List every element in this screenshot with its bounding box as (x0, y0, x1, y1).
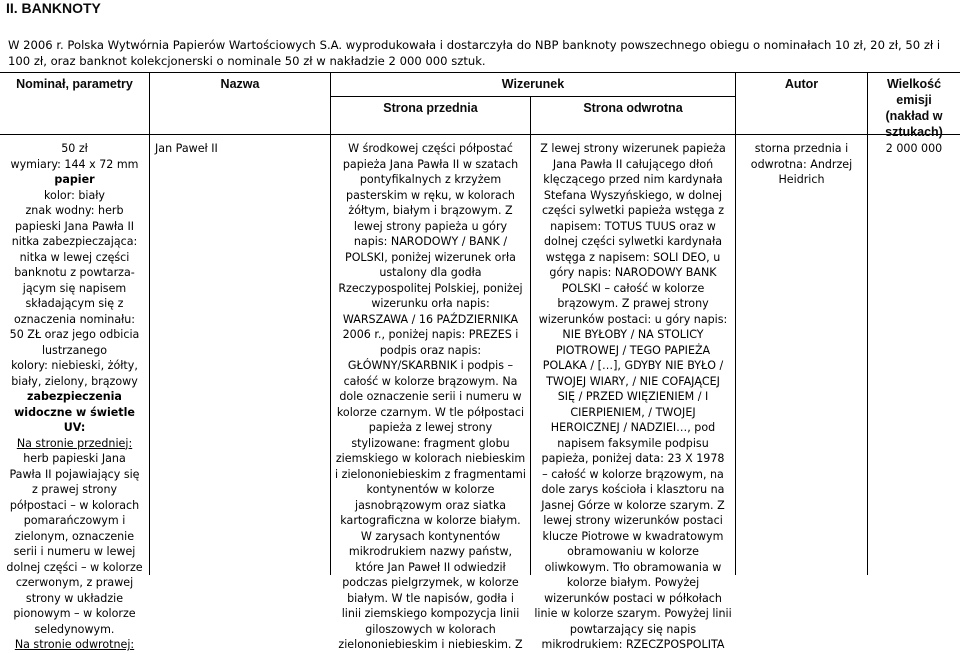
section-heading: II. BANKNOTY (6, 0, 101, 16)
header-autor: Autor (784, 77, 819, 91)
nominal-line: zielonym, oznaczenie (14, 529, 135, 543)
nominal-line: nitka zabezpieczająca: (11, 235, 138, 248)
nominal-line: kolory: niebieski, żółty, (11, 359, 138, 372)
nominal-line: jącym się napisem (22, 281, 127, 295)
header-wielkosc-line4: sztukach) (885, 125, 943, 139)
nominal-line: biały, zielony, brązowy (11, 374, 138, 388)
nominal-line: 50 ZŁ oraz jego odbicia (9, 328, 140, 341)
przednia-line: podczas pielgrzymek, w kolorze (342, 576, 519, 589)
odwrotna-line: wizerunków postaci: u góry napis: (538, 312, 728, 326)
odwrotna-line: SIĘ / PRZED WIĘZIENIEM / I (557, 390, 709, 403)
przednia-line: napis: NARODOWY / BANK / (353, 235, 508, 248)
nominal-line: UV: (63, 421, 86, 434)
header-wielkosc-line3: (nakład w (885, 109, 943, 123)
przednia-line: W środkowej części półpostać (348, 142, 513, 155)
odwrotna-line: oliwkowym. Tło obramowania w (544, 560, 722, 574)
przednia-line: białym. W tle napisów, godła i (347, 591, 514, 605)
nominal-line: Na stronie odwrotnej: (14, 638, 135, 651)
nominal-line: oznaczenia nominału: (13, 312, 136, 326)
odwrotna-line: dole zarys kościoła i klasztoru na (541, 483, 725, 496)
nominal-line: składającym się z (25, 297, 124, 310)
cell-nazwa: Jan Paweł II (155, 142, 218, 155)
autor-line: storna przednia i (754, 142, 849, 155)
header-bottom-rule (0, 134, 960, 135)
odwrotna-line: kolorze białym. Powyżej (566, 576, 700, 589)
nominal-line: strony w układzie (25, 591, 124, 605)
cell-nominal-parameters (0, 141, 149, 653)
odwrotna-line: NIE BYŁOBY / NA STOLICY (562, 328, 704, 341)
odwrotna-line: wizerunków postaci w półkołach (544, 591, 722, 605)
przednia-line: papieża z lewej strony (368, 421, 493, 434)
header-nazwa: Nazwa (220, 77, 260, 91)
przednia-line: ziemskiego w kolorach niebieskim (335, 452, 526, 465)
table-top-rule (0, 72, 960, 73)
nominal-line: widoczne w świetle (14, 405, 135, 419)
cell-naklad: 2 000 000 (885, 142, 943, 155)
odwrotna-line: TWOJEJ WIARY, / NIE COFAJĄCEJ (546, 374, 720, 388)
przednia-line: kolorze czarnym. W tle półpostaci (336, 405, 525, 419)
odwrotna-line: napisem faksymile podpisu (557, 436, 709, 450)
intro-paragraph: W 2006 r. Polska Wytwórnia Papierów Wartościowych S.A. wyprodukowała i dostarczyła do NBP banknoty powszechnego obiegu o nominałach 10 zł, 20 zł, 50 zł i 100 zł, oraz banknot kolekcjonerski o nominale 50 zł w nakładzie 2 000 000 sztuk. (8, 38, 941, 68)
odwrotna-line: dolnej części sylwetki kardynała (543, 235, 723, 248)
nominal-line: z prawej strony (31, 483, 118, 496)
przednia-line: które Jan Paweł II odwiedził (355, 560, 506, 574)
odwrotna-line: POLAKA / […], GDYBY NIE BYŁO / (542, 359, 724, 372)
subheader-rule (330, 96, 736, 97)
przednia-line: WARSZAWA / 16 PAŹDZIERNIKA (342, 312, 519, 326)
header-wizerunek: Wizerunek (501, 77, 565, 91)
nominal-line: 50 zł (61, 142, 88, 155)
nominal-line: nitka w lewej części (19, 250, 130, 264)
cell-strona-przednia (331, 141, 530, 653)
odwrotna-line: lewej strony wizerunków postaci (543, 514, 723, 527)
przednia-line: kontynentów w kolorze (366, 483, 495, 496)
nominal-line: Na stronie przedniej: (16, 436, 133, 450)
nominal-line: dolnej części – w kolorze (6, 560, 143, 574)
odwrotna-line: góry napis: NARODOWY BANK (549, 266, 717, 279)
nominal-line: seledynowym. (34, 622, 115, 636)
odwrotna-line: papieża, poniżej data: 23 X 1978 (541, 452, 725, 465)
nominal-line: papieski Jana Pawła II (14, 219, 135, 233)
cell-strona-odwrotna (531, 141, 735, 653)
odwrotna-line: brązowym. Z prawej strony (557, 297, 709, 310)
przednia-line: dole oznaczenie serii i numeru w (339, 390, 522, 403)
odwrotna-line: obramowaniu w kolorze (567, 545, 699, 558)
header-wielkosc (868, 76, 960, 140)
odwrotna-line: – całość w kolorze brązowym, na (542, 467, 724, 481)
przednia-line: całość w kolorze brązowym. Na (343, 374, 518, 388)
przednia-line: kartograficzna w kolorze białym. (340, 514, 521, 527)
przednia-line: W zarysach kontynentów (360, 529, 501, 543)
odwrotna-line: klęczącego przed nim kardynała (543, 173, 723, 186)
przednia-line: POLSKI, poniżej wizerunek orła (345, 250, 516, 264)
nominal-line: pionowym – w kolorze (13, 607, 136, 620)
przednia-line: wizerunku orła napis: (371, 297, 490, 310)
nominal-line: pomarańczowym i (23, 514, 126, 527)
przednia-line: pasterskim w ręku, w kolorach (346, 188, 515, 202)
odwrotna-line: CIERPIENIEM, / TWOJEJ (570, 405, 696, 419)
odwrotna-line: HEROICZNEJ / NADZIEI…, pod (550, 421, 716, 434)
header-wielkosc-line1: Wielkość (886, 77, 942, 91)
autor-line: Heidrich (778, 173, 825, 186)
przednia-line: jasnobrązowym oraz siatka (355, 498, 506, 512)
odwrotna-line: Z lewej strony wizerunek papieża (540, 142, 726, 155)
odwrotna-line: klucze Piotrowe w kwadratowym (542, 529, 724, 543)
nominal-line: herb papieski Jana (23, 452, 126, 465)
odwrotna-line: Jasnej Górze w kolorze szarym. Z (541, 498, 725, 512)
nominal-line: półpostaci – w kolorach (9, 498, 140, 512)
przednia-line: ustalony dla godła (379, 266, 482, 279)
przednia-line: giloszowych w kolorach (365, 622, 496, 636)
odwrotna-line: Jana Pawła II całującego dłoń (552, 157, 714, 171)
cell-autor (736, 141, 867, 188)
odwrotna-line: napisem: TOTUS TUUS oraz w (550, 219, 716, 233)
nominal-line: Pawła II pojawiający się (9, 467, 140, 481)
przednia-line: linii ziemskiego kompozycja linii (341, 607, 520, 620)
odwrotna-line: Stefana Wyszyńskiego, w dolnej (543, 188, 723, 202)
col-rule-1 (149, 73, 150, 575)
odwrotna-line: części sylwetki papieża wstęga z (541, 204, 725, 217)
header-nominal: Nominał, parametry (16, 77, 133, 91)
przednia-line: stylizowane: fragment globu (351, 436, 510, 450)
przednia-line: i zielononiebieskim z fragmentami (335, 467, 526, 481)
header-strona-przednia: Strona przednia (383, 101, 478, 115)
odwrotna-line: linie w kolorze szarym. Powyżej linii (534, 607, 732, 620)
odwrotna-line: mikrodrukiem: RZECZPOSPOLITA (541, 638, 725, 651)
przednia-line: lewej strony papieża u góry (353, 219, 508, 233)
przednia-line: mikrodrukiem nazwy państw, (348, 545, 513, 558)
odwrotna-line: powtarzający się napis (569, 622, 697, 636)
header-strona-odwrotna: Strona odwrotna (583, 101, 683, 115)
przednia-line: pontyfikalnych z krzyżem (359, 173, 502, 186)
autor-line: odwrotna: Andrzej (750, 157, 853, 171)
przednia-line: GŁÓWNY/SKARBNIK i podpis – (347, 359, 514, 372)
nominal-line: serii i numeru w lewej (13, 545, 136, 558)
odwrotna-line: wstęga z napisem: SOLI DEO, u (545, 250, 721, 264)
nominal-line: papier (54, 173, 95, 186)
nominal-line: kolor: biały (44, 188, 105, 202)
nominal-line: zabezpieczenia (27, 390, 122, 403)
przednia-line: podpis oraz napis: (379, 343, 482, 357)
nominal-line: banknotu z powtarza- (14, 266, 135, 279)
header-wielkosc-line2: emisji (896, 93, 932, 107)
odwrotna-line: PIOTROWEJ / TEGO PAPIEŻA (555, 343, 711, 357)
przednia-line: zielononiebieskim i niebieskim. Z (338, 638, 523, 651)
nominal-line: znak wodny: herb (25, 204, 124, 217)
przednia-line: żółtym, białym i brązowym. Z (348, 204, 513, 217)
nominal-line: lustrzanego (41, 343, 108, 357)
odwrotna-line: POLSKI – całość w kolorze (561, 281, 705, 295)
przednia-line: 2006 r., poniżej napis: PREZES i (342, 328, 519, 341)
przednia-line: Rzeczypospolitej Polskiej, poniżej (338, 281, 523, 295)
przednia-line: papieża Jana Pawła II w szatach (342, 157, 519, 171)
nominal-line: wymiary: 144 x 72 mm (10, 157, 139, 171)
nominal-line: czerwonym, z prawej (15, 576, 134, 589)
